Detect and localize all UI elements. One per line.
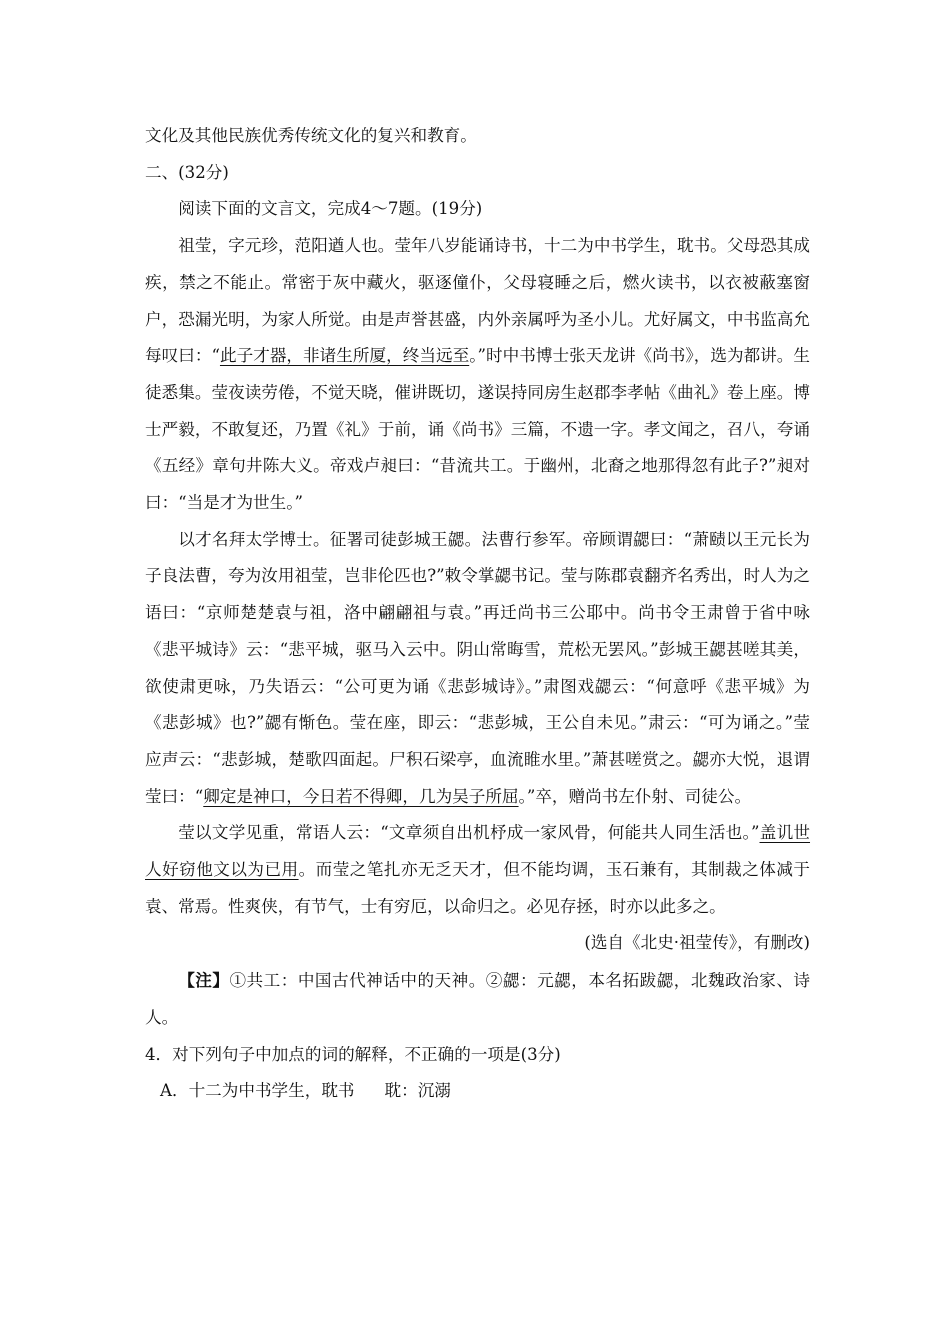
passage-text: 以才名拜太学博士。征署司徒彭城王勰。法曹行参军。帝顾谓勰曰：“萧赜以王元长为子良法曹，夸为汝用祖莹，岂非伦匹也?”敕令掌勰书记。莹与陈郡袁翻齐名秀出，时人为之语曰：“京师楚楚袁与祖，洛中翩翩祖与袁。”再迁尚书三公耶中。尚书令王肃曾于省中咏《悲平城诗》云：“悲平城，驱马入云中。阴山常晦雪，荒松无罢风。”彭城王勰甚嗟其美，欲使肃更咏，乃失语云：“公可更为诵《悲彭城诗》。”肃图戏勰云：“何意呼《悲平城》为《悲彭城》也?”勰有惭色。莹在座，即云：“悲彭城，王公自未见。”肃云：“可为诵之。”莹应声云：“悲彭城，楚歌四面起。尸积石梁亭，血流睢水里。”萧甚嗟赏之。勰亦大悦，退谓莹曰：“ (145, 529, 810, 806)
passage-text: 。”卒，赠尚书左仆射、司徒公。 (518, 786, 752, 806)
note-text: ①共工：中国古代神话中的天神。②勰：元勰，本名拓跋勰，北魏政治家、诗人。 (145, 971, 811, 1027)
section-title: 二、(32分) (145, 162, 229, 182)
option-a-gloss: 耽：沉溺 (384, 1081, 451, 1101)
passage-text: 祖莹，字元珍，范阳遒人也。莹年八岁能诵诗书，十二为中书学生，耽书。父母恐其成疾，禁之不能止。常密于灰中藏火，驱逐僮仆，父母寝睡之后，燃火读书，以衣被蔽塞窗户，恐漏光明，为家人所觉。由是声誉甚盛，内外亲属呼为圣小儿。尤好属文，中书监高允每叹曰：“ (145, 236, 810, 366)
document-body (145, 118, 810, 1110)
passage-paragraph-3 (145, 815, 810, 925)
underlined-sentence-3: 盖讥世人好窃他文以为已用 (145, 823, 811, 880)
reading-instruction: 阅读下面的文言文，完成4～7题。(19分) (178, 199, 483, 219)
intro-text-end: 文化及其他民族优秀传统文化的复兴和教育。 (145, 126, 477, 145)
annotation-note (145, 962, 810, 1036)
passage-paragraph-2 (145, 522, 810, 816)
option-a-sentence: A．十二为中书学生，耽书 (160, 1081, 355, 1101)
passage-paragraph-1 (145, 228, 810, 522)
question-option-a (145, 1073, 810, 1110)
passage-text: 莹以文学见重，常语人云：“文章须自出机杼成一家风骨，何能共人同生活也。” (178, 823, 760, 843)
passage-text: 。而莹之笔扎亦无乏天才，但不能均调，玉石兼有，其制裁之体减于袁、常焉。性爽侠，有节气，士有穷厄，以命归之。必见存拯，时亦以此多之。 (145, 860, 811, 916)
question-stem: 4．对下列句子中加点的词的解释，不正确的一项是(3分) (145, 1044, 561, 1064)
passage-text: 。”时中书博士张天龙讲《尚书》，选为都讲。生徒悉集。莹夜读劳倦，不觉天晓，催讲既切，遂误持同房生赵郡李孝帖《曲礼》卷上座。博士严毅，不敢复还，乃置《礼》于前，诵《尚书》三篇，不遗一字。孝文闻之，召八，夸诵《五经》章句井陈大义。帝戏卢昶曰：“昔流共工。于幽州，北裔之地那得忽有此子?”昶对曰：“当是才为世生。” (145, 346, 811, 513)
note-label: 【注】 (178, 970, 230, 991)
underlined-sentence-1: 此子才器，非诸生所厦，终当远至 (219, 346, 470, 366)
passage-source: (选自《北史·祖莹传》，有删改) (584, 933, 810, 953)
underlined-sentence-2: 卿定是神口，今日若不得卿，几为吴子所屈 (203, 786, 519, 806)
